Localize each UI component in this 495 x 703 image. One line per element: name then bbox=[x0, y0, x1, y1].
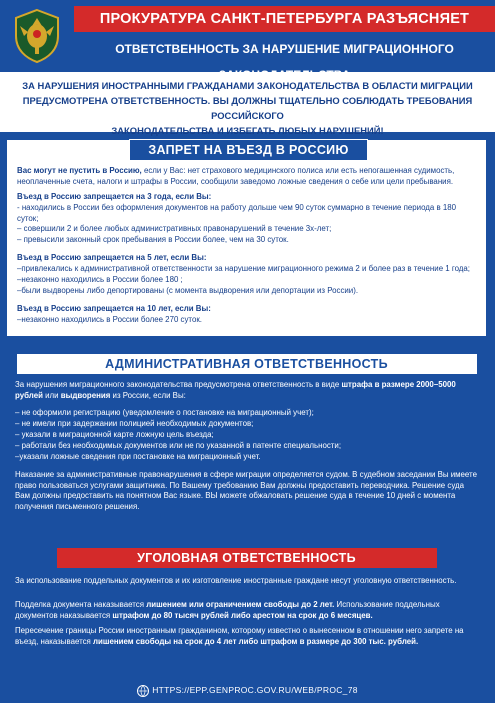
administrative-intro bbox=[15, 380, 477, 401]
footer bbox=[0, 680, 495, 700]
adm-item: – не оформили регистрацию (уведомление о постановке на миграционный учет); bbox=[15, 408, 314, 417]
administrative-section bbox=[5, 350, 488, 536]
criminal-title-wrap bbox=[5, 548, 488, 568]
entry-ban-intro-bold: Вас могут не пустить в Россию, bbox=[17, 166, 142, 175]
ban-3-item: – превысили законный срок пребывания в России более, чем на 30 суток. bbox=[17, 235, 289, 244]
criminal-p2 bbox=[15, 600, 477, 621]
adm-p1c: или bbox=[42, 390, 61, 400]
adm-p1d: выдворения bbox=[60, 390, 111, 400]
criminal-p3 bbox=[15, 626, 477, 647]
intro-panel bbox=[0, 72, 495, 136]
adm-p1a: За нарушения миграционного законодательства предусмотрена ответственность в виде bbox=[15, 380, 342, 389]
administrative-title-wrap bbox=[5, 354, 488, 374]
adm-item: – указали в миграционной карте ложную цель въезда; bbox=[15, 430, 214, 439]
criminal-section bbox=[5, 548, 488, 676]
adm-p1e: из России, если Вы: bbox=[110, 390, 186, 400]
footer-url[interactable]: HTTPS://EPP.GENPROC.GOV.RU/WEB/PROC_78 bbox=[152, 685, 358, 695]
entry-ban-title: ЗАПРЕТ НА ВЪЕЗД В РОССИЮ bbox=[129, 139, 367, 161]
ban-5-item: –привлекались к административной ответственности за нарушение миграционного режима 2 и более раз в течение 1 года; bbox=[17, 264, 470, 273]
entry-ban-section bbox=[5, 138, 488, 338]
entry-ban-intro-rest: если у Вас: нет страхового медицинского полиса или есть непогашенная судимость, неоплаченные счета, налоги и штрафы в России, сообщили заведомо ложные сведения о себе или цели пребывания. bbox=[17, 166, 455, 186]
ban-5-heading: Въезд в Россию запрещается на 5 лет, если Вы: bbox=[17, 253, 207, 262]
intro-text bbox=[22, 78, 473, 138]
header bbox=[0, 0, 495, 68]
adm-item: – не имели при задержании полицией необходимых документов; bbox=[15, 419, 254, 428]
ban-3-item: - находились в России без оформления документов на работу дольше чем 90 суток суммарно в течение периода в 180 суток; bbox=[17, 203, 457, 223]
ban-5-item: –незаконно находились в России более 180 ; bbox=[17, 275, 183, 284]
ban-3-heading: Въезд в Россию запрещается на 3 года, если Вы: bbox=[17, 192, 212, 201]
ban-3-item: – совершили 2 и более любых административных правонарушений в течение 3х-лет; bbox=[17, 224, 332, 233]
crim-p2d: штрафом до 80 тысяч рублей либо арестом на срок до 6 месяцев. bbox=[112, 610, 373, 620]
adm-item: – работали без необходимых документов или не по указанной в патенте специальности; bbox=[15, 441, 342, 450]
criminal-p1: За использование поддельных документов и их изготовление иностранные граждане несут уголовную ответственность. bbox=[15, 576, 457, 585]
administrative-court-text: Наказание за административные правонарушения в сфере миграции определяется судом. В судебном заседании Вы имеете право пользоваться услугами защитника. По Вашему требованию Вам должны предоставить переводчика. Решение суда Вам должны предоставить на понятном Вас языке. ВЫ можете обжаловать решение суда в течение 10 дней с момента получения письменного решения. bbox=[15, 470, 477, 511]
crim-p2c: Использование поддельных документов наказывается bbox=[15, 600, 440, 620]
adm-p1b: штрафа в размере 2000–5000 рублей bbox=[15, 380, 456, 400]
intro-line: ЗАКОНОДАТЕЛЬСТВА И ИЗБЕГАТЬ ЛЮБЫХ НАРУШЕНИЙ! bbox=[111, 125, 384, 136]
crim-p2b: лишением или ограничением свободы до 2 лет. bbox=[146, 600, 335, 609]
crim-p3a: Пересечение границы России иностранным гражданином, которому известно о вынесенном в отношении него запрете на въезд, наказывается bbox=[15, 626, 464, 646]
adm-item: –указали ложные сведения при постановке на миграционный учет. bbox=[15, 452, 261, 461]
ban-10-item: –незаконно находились в России более 270 суток. bbox=[17, 315, 202, 324]
ban-10-heading: Въезд в Россию запрещается на 10 лет, если Вы: bbox=[17, 304, 211, 313]
intro-line: ПРЕДУСМОТРЕНА ОТВЕТСТВЕННОСТЬ. ВЫ ДОЛЖНЫ ТЩАТЕЛЬНО СОБЛЮДАТЬ ТРЕБОВАНИЯ РОССИЙСКОГО bbox=[22, 95, 473, 121]
header-title: ПРОКУРАТУРА САНКТ-ПЕТЕРБУРГА РАЗЪЯСНЯЕТ bbox=[74, 6, 495, 32]
intro-line: ЗА НАРУШЕНИЯ ИНОСТРАННЫМИ ГРАЖДАНАМИ ЗАКОНОДАТЕЛЬСТВА В ОБЛАСТИ МИГРАЦИИ bbox=[22, 80, 473, 91]
criminal-title: УГОЛОВНАЯ ОТВЕТСТВЕННОСТЬ bbox=[57, 548, 437, 568]
prosecutor-emblem-icon bbox=[8, 6, 66, 64]
header-subtitle: ОТВЕТСТВЕННОСТЬ ЗА НАРУШЕНИЕ МИГРАЦИОННОГО bbox=[115, 42, 454, 56]
crim-p3b: лишением свободы на срок до 4 лет либо штрафом в размере до 300 тыс. рублей. bbox=[93, 636, 419, 646]
globe-icon bbox=[137, 685, 149, 697]
ban-5-item: –были выдворены либо депортированы (с момента выдворения или депортации из России). bbox=[17, 286, 359, 295]
crim-p2a: Подделка документа наказывается bbox=[15, 600, 147, 609]
entry-ban-title-wrap bbox=[7, 139, 490, 161]
entry-ban-intro bbox=[17, 166, 479, 187]
administrative-title: АДМИНИСТРАТИВНАЯ ОТВЕТСТВЕННОСТЬ bbox=[17, 354, 477, 374]
